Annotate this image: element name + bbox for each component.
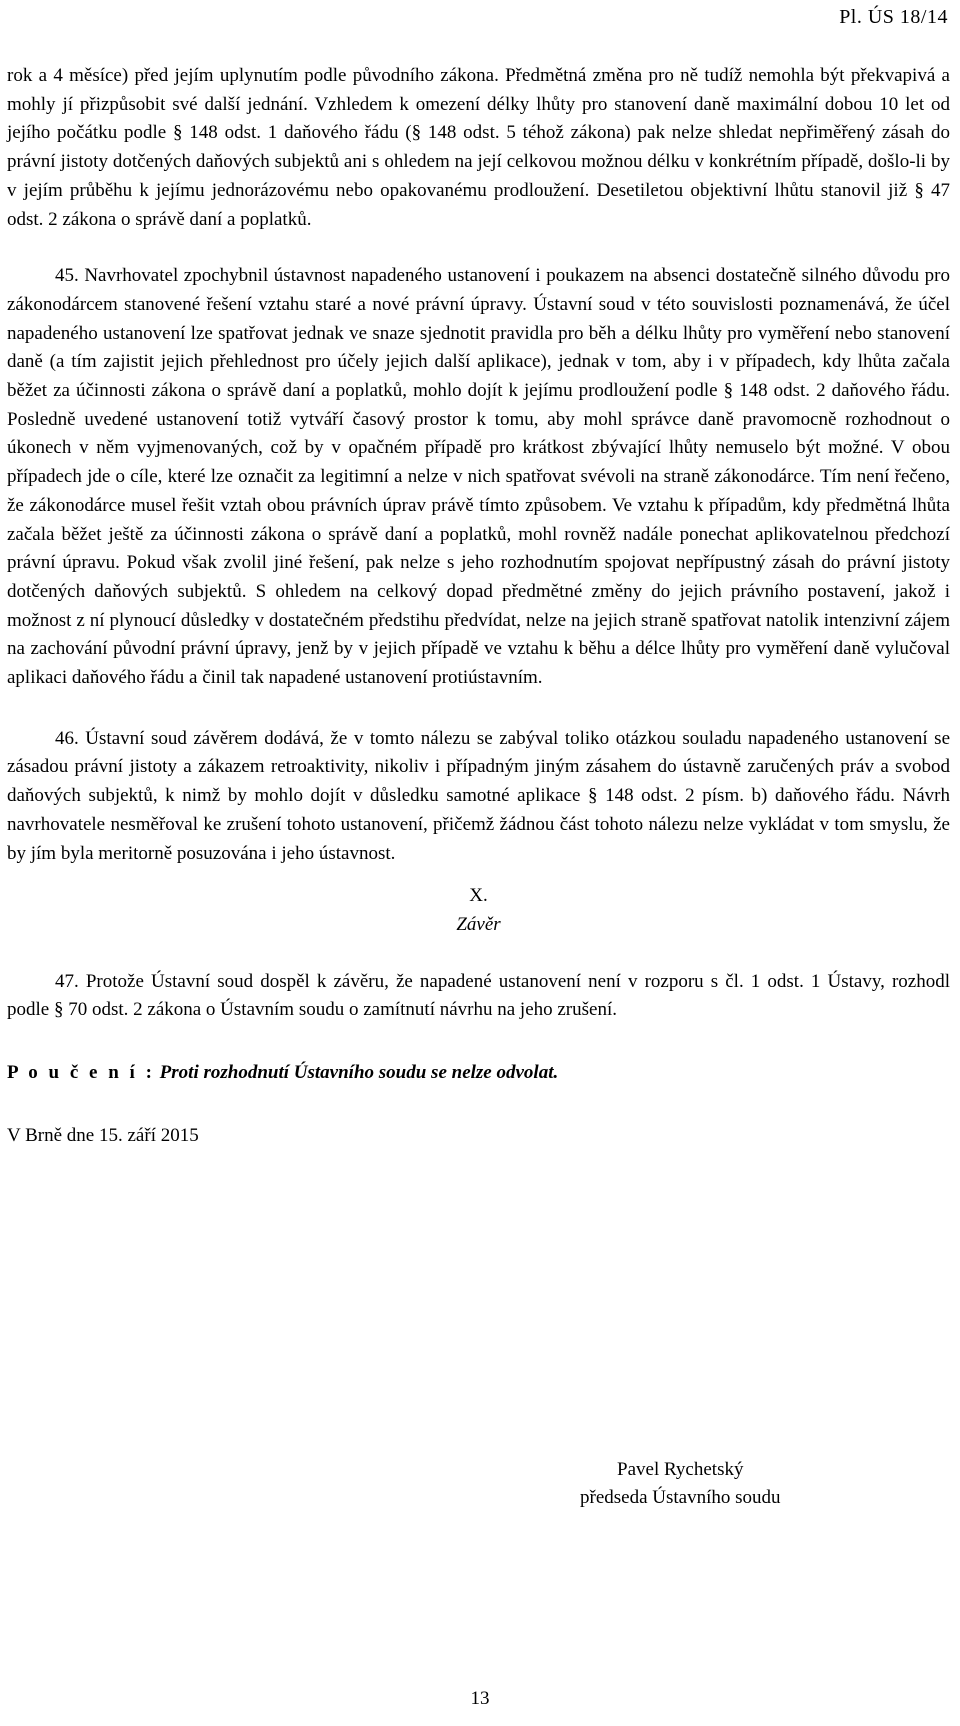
paragraph-45: [7, 262, 950, 693]
paragraph-number: 47.: [55, 970, 79, 992]
signatory-name: Pavel Rychetský: [617, 1459, 744, 1480]
paragraph-continued: rok a 4 měsíce) před jejím uplynutím podle původního zákona. Předmětná změna pro ně tudíž nemohla být překvapivá a mohly jí přizpůsobit své další jednání. Vzhledem k omezení délky lhůty pro stanovení daně maximální dobou 10 let od jejího počátku podle § 148 odst. 1 daňového řádu (§ 148 odst. 5 téhož zákona) pak nelze shledat nepřiměřený zásah do právní jistoty dotčených daňových subjektů ani s ohledem na její celkovou možnou délku v konkrétním případě, došlo-li by v jejím průběhu k jejímu jednorázovému nebo opakovanému prodloužení. Desetiletou objektivní lhůtu stanovil již § 47 odst. 2 zákona o správě daní a poplatků.: [7, 65, 950, 230]
page-number: 13: [470, 1688, 490, 1709]
signatory-role: předseda Ústavního soudu: [580, 1487, 781, 1508]
signature-block: [580, 1456, 781, 1512]
notice-text: Proti rozhodnutí Ústavního soudu se nelze odvolat.: [159, 1062, 559, 1084]
document-body: [7, 62, 950, 1151]
place-and-date: V Brně dne 15. září 2015: [7, 1124, 199, 1146]
paragraph-46: [7, 725, 950, 869]
paragraph-number: 45.: [55, 265, 79, 287]
document-reference: Pl. ÚS 18/14: [839, 6, 948, 28]
paragraph-text: Ústavní soud závěrem dodává, že v tomto nálezu se zabýval toliko otázkou souladu napadeného ustanovení se zásadou právní jistoty a zákazem retroaktivity, nikoliv i případným jiným zásahem do ústavně zaručených práv a svobod daňových subjektů, k nimž by mohlo dojít v důsledku samotné aplikace § 148 odst. 2 písm. b) daňového řádu. Návrh navrhovatele nesměřoval ke zrušení tohoto ustanovení, přičemž žádnou část tohoto nálezu nelze vykládat v tom smyslu, že by jím byla meritorně posuzována i jeho ústavnost.: [7, 727, 951, 864]
paragraph-text: Protože Ústavní soud dospěl k závěru, že napadené ustanovení není v rozporu s čl. 1 odst. 1 Ústavy, rozhodl podle § 70 odst. 2 zákona o Ústavním soudu o zamítnutí návrhu na jeho zrušení.: [7, 970, 951, 1021]
legal-notice: [7, 1059, 950, 1088]
section-number: X.: [469, 885, 488, 907]
paragraph-number: 46.: [55, 727, 79, 749]
paragraph-47: [7, 968, 950, 1025]
notice-label: P o u č e n í :: [7, 1062, 155, 1084]
section-title: Závěr: [456, 913, 501, 935]
paragraph-text: Navrhovatel zpochybnil ústavnost napadeného ustanovení i poukazem na absenci dostatečně silného důvodu pro zákonodárcem stanovené řešení vztahu staré a nové právní úpravy. Ústavní soud v této souvislosti poznamenává, že účel napadeného ustanovení lze spatřovat jednak ve snaze sjednotit pravidla pro běh a délku lhůty pro vyměření nebo stanovení daně (a tím zajistit jejich přehlednost pro účely jejich další aplikace), jednak v tom, aby i v případech, kdy lhůta začala běžet za účinnosti zákona o správě daní a poplatků, mohlo dojít k jejímu prodloužení podle § 148 odst. 2 daňového řádu. Posledně uvedené ustanovení totiž vytváří časový prostor k tomu, aby mohl správce daně pravomocně rozhodnout o úkonech v něm vyjmenovaných, což by v opačném případě pro krátkost zbývající lhůty nemuselo být možné. V obou případech jde o cíle, které lze označit za legitimní a nelze v nich spatřovat svévoli na straně zákonodárce. Tím není řečeno, že zákonodárce musel řešit vztah obou právních úprav právě tímto způsobem. Ve vztahu k případům, kdy předmětná lhůta začala běžet ještě za účinnosti zákona o správě daní a poplatků, mohl rovněž nadále ponechat aplikovatelnou předchozí právní úpravu. Pokud však zvolil jiné řešení, pak nelze s jeho rozhodnutím spojovat nepřípustný zásah do právní jistoty dotčených daňových subjektů. S ohledem na celkový dopad předmětné změny do jejich právního postavení, jakož i možnost z ní plynoucí důsledky v dostatečném předstihu předvídat, nelze na jejich straně spatřovat natolik intenzivní zájem na zachování původní právní úpravy, jenž by v jejich případě ve vztahu k běhu a délce lhůty pro vyměření daně vylučoval aplikaci daňového řádu a činil tak napadené ustanovení protiústavním.: [7, 265, 950, 689]
